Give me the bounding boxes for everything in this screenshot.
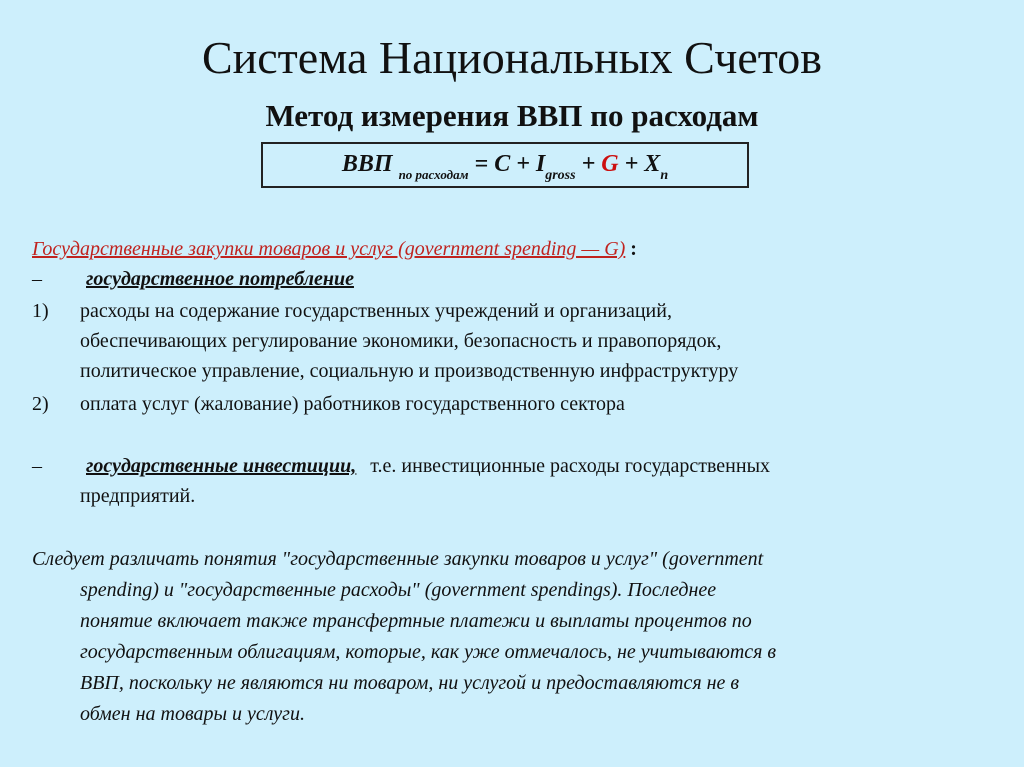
formula-lhs-subscript: по расходам bbox=[398, 167, 469, 182]
gdp-formula bbox=[261, 142, 749, 188]
g-heading bbox=[32, 234, 637, 264]
item-1 bbox=[32, 296, 672, 326]
g-heading-text: Государственные закупки товаров и услуг (government spending — G) bbox=[32, 238, 626, 260]
formula-x-subscript: n bbox=[660, 168, 669, 183]
investment-line bbox=[32, 451, 770, 481]
consumption-line bbox=[32, 264, 354, 294]
note-line-6: обмен на товары и услуги. bbox=[80, 703, 305, 725]
dash-marker: – bbox=[32, 455, 42, 477]
consumption-label: государственное потребление bbox=[86, 268, 354, 290]
investment-label: государственные инвестиции, bbox=[86, 455, 357, 477]
formula-plus: + bbox=[575, 151, 602, 177]
formula-x: + X bbox=[618, 151, 661, 177]
item-1-line-2: обеспечивающих регулирование экономики, безопасность и правопорядок, bbox=[80, 330, 722, 352]
note-line-4: государственным облигациям, которые, как уже отмечалось, не учитываются в bbox=[80, 641, 777, 663]
dash-marker: – bbox=[32, 268, 42, 290]
item-number: 2) bbox=[32, 393, 49, 415]
item-2-line-1: оплата услуг (жалование) работников государственного сектора bbox=[80, 393, 625, 415]
item-number: 1) bbox=[32, 300, 49, 322]
formula-c-i: = C + I bbox=[474, 151, 546, 177]
investment-text-2: предприятий. bbox=[80, 485, 196, 507]
note-line-1: Следует различать понятия "государственные закупки товаров и услуг" (government bbox=[32, 548, 764, 570]
formula-g: G bbox=[601, 151, 619, 177]
item-1-line-3: политическое управление, социальную и производственную инфраструктуру bbox=[80, 360, 739, 382]
g-heading-colon: : bbox=[625, 238, 637, 260]
slide-title: Система Национальных Счетов bbox=[201, 32, 823, 83]
formula-lhs: ВВП bbox=[341, 151, 393, 177]
slide-subtitle: Метод измерения ВВП по расходам bbox=[265, 98, 759, 133]
note-line-3: понятие включает также трансфертные платежи и выплаты процентов по bbox=[80, 610, 752, 632]
note-line-5: ВВП, поскольку не являются ни товаром, ни услугой и предоставляются не в bbox=[80, 672, 740, 694]
note-line-2: spending) и "государственные расходы" (government spendings). Последнее bbox=[80, 579, 717, 601]
item-2 bbox=[32, 389, 625, 419]
investment-text: т.е. инвестиционные расходы государственных bbox=[370, 455, 771, 477]
formula-i-subscript: gross bbox=[545, 168, 576, 183]
item-1-line-1: расходы на содержание государственных учреждений и организаций, bbox=[80, 300, 672, 322]
